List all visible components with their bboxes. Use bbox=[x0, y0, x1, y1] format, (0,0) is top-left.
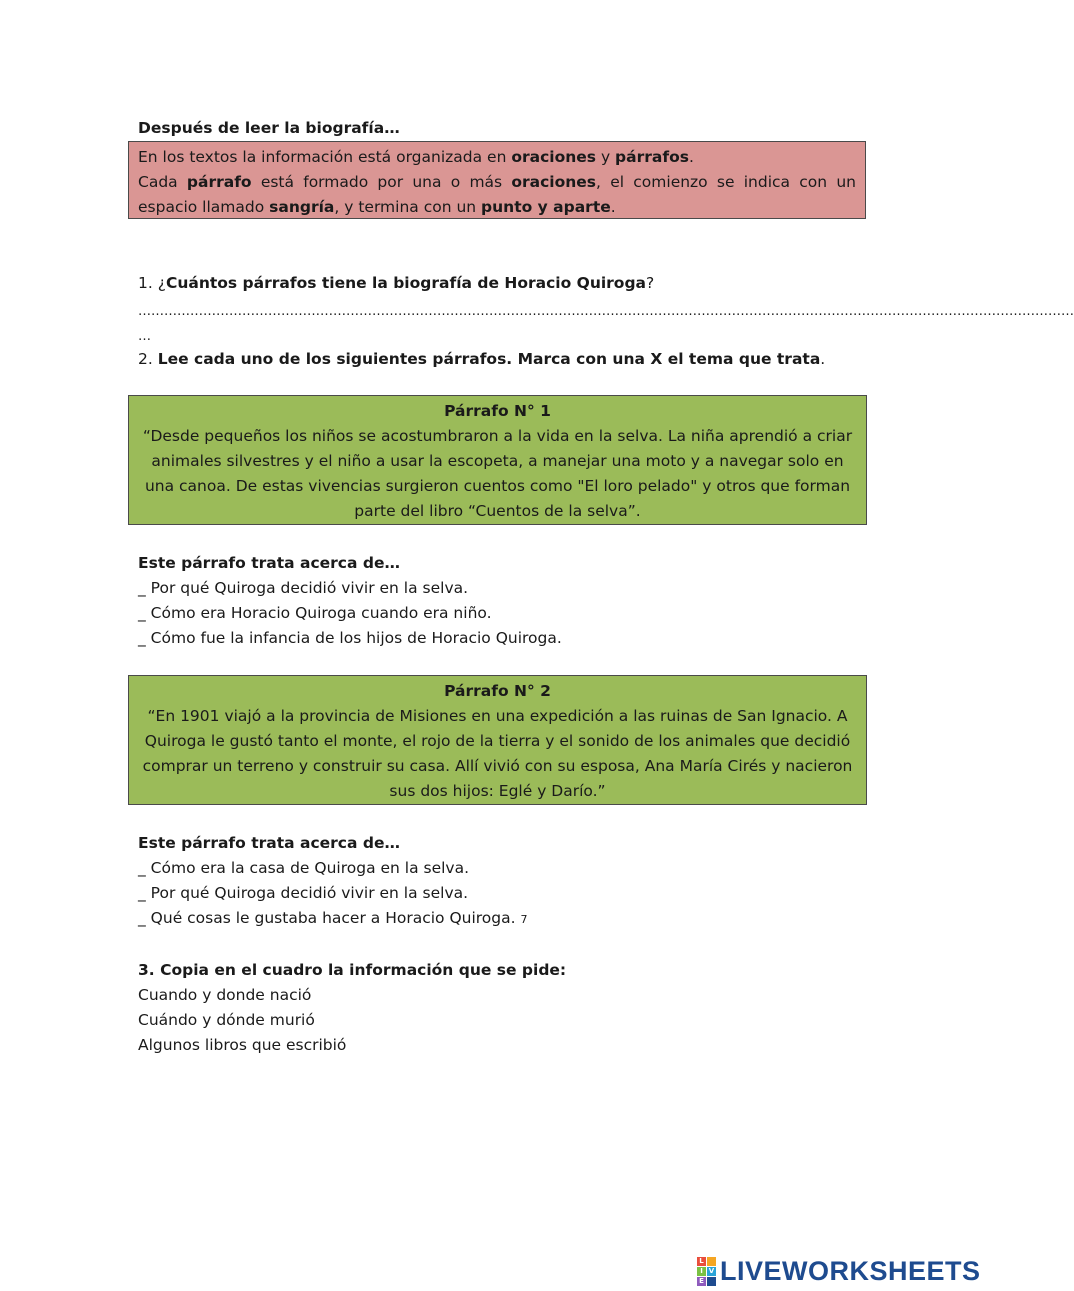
q3-item-died: Cuándo y dónde murió bbox=[138, 1011, 315, 1029]
paragraph-1-title: Párrafo N° 1 bbox=[444, 402, 551, 420]
option-1c[interactable]: _ Cómo fue la infancia de los hijos de Horacio Quiroga. bbox=[138, 629, 562, 647]
info-line-2: Cada párrafo está formado por una o más oraciones, el comienzo se indica con un espacio llamado sangría, y termina con un punto y aparte. bbox=[138, 173, 856, 216]
page-mark: 7 bbox=[520, 913, 528, 926]
info-line-1: En los textos la información está organizada en oraciones y párrafos. bbox=[138, 148, 694, 166]
liveworksheets-logo-text: LIVEWORKSHEETS bbox=[720, 1255, 981, 1286]
option-1a[interactable]: _ Por qué Quiroga decidió vivir en la selva. bbox=[138, 579, 469, 597]
liveworksheets-logo-icon: L I V E bbox=[697, 1257, 716, 1286]
options-2-heading: Este párrafo trata acerca de… bbox=[138, 834, 400, 852]
option-2a[interactable]: _ Cómo era la casa de Quiroga en la selva. bbox=[138, 859, 470, 877]
answer-dotted-line[interactable]: ……………………………………………………………………………………………………………………………………………………………………………………………… bbox=[138, 304, 1074, 319]
paragraph-2-box bbox=[128, 675, 867, 805]
paragraph-2-text: “En 1901 viajó a la provincia de Misiones en una expedición a las ruinas de San Ignacio. A Quiroga le gustó tanto el monte, el rojo de la tierra y el sonido de los animales que decidió comprar un terreno y construir su casa. Allí vivió con su esposa, Ana María Cirés y nacieron sus dos hijos: Eglé y Darío.” bbox=[142, 707, 853, 800]
options-1-heading: Este párrafo trata acerca de… bbox=[138, 554, 400, 572]
section-heading: Después de leer la biografía… bbox=[138, 119, 400, 137]
q3-item-born: Cuando y donde nació bbox=[138, 986, 312, 1004]
q3-item-books: Algunos libros que escribió bbox=[138, 1036, 347, 1054]
paragraph-1-text: “Desde pequeños los niños se acostumbraron a la vida en la selva. La niña aprendió a criar animales silvestres y el niño a usar la escopeta, a manejar una moto y a navegar solo en una canoa. De estas vivencias surgieron cuentos como "El loro pelado" y otros que forman parte del libro “Cuentos de la selva”. bbox=[142, 427, 853, 520]
option-1b[interactable]: _ Cómo era Horacio Quiroga cuando era niño. bbox=[138, 604, 492, 622]
paragraph-2-title: Párrafo N° 2 bbox=[444, 682, 551, 700]
question-2: 2. Lee cada uno de los siguientes párrafos. Marca con una X el tema que trata. bbox=[138, 350, 826, 368]
info-box bbox=[128, 141, 866, 219]
question-3: 3. Copia en el cuadro la información que se pide: bbox=[138, 961, 567, 979]
paragraph-1-box bbox=[128, 395, 867, 525]
answer-dotted-line-end: … bbox=[138, 329, 151, 344]
liveworksheets-logo bbox=[697, 1256, 981, 1286]
option-2c[interactable]: _ Qué cosas le gustaba hacer a Horacio Quiroga. 7 bbox=[138, 909, 528, 927]
option-2b[interactable]: _ Por qué Quiroga decidió vivir en la selva. bbox=[138, 884, 469, 902]
question-1: 1. ¿Cuántos párrafos tiene la biografía de Horacio Quiroga? bbox=[138, 274, 655, 292]
